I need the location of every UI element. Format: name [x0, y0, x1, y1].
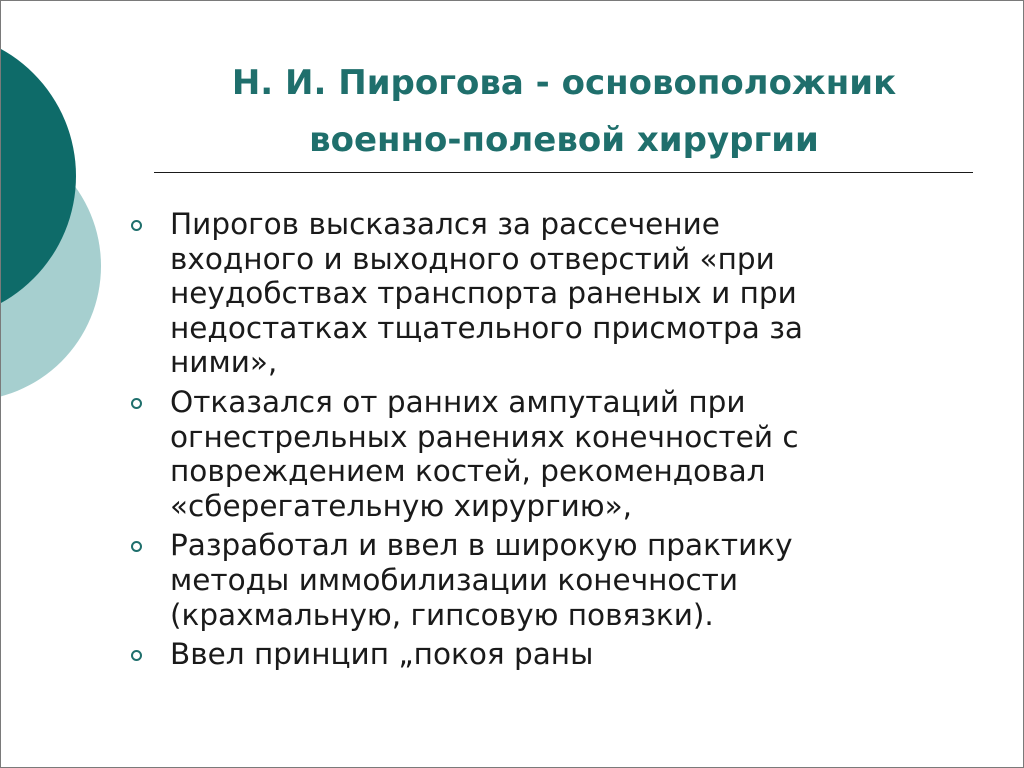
bullet-4-line-1: Ввел принцип „покоя раны [170, 637, 594, 672]
bullet-1-line-1: Пирогов высказался за рассечение [170, 207, 720, 241]
bullet-1-line-4: недостатках тщательного присмотра за [170, 310, 803, 345]
bullet-3-line-3: (крахмальную, гипсовую повязки). [170, 597, 714, 632]
bullet-2-line-1: Отказался от ранних ампутаций при [170, 384, 746, 419]
bullet-3-line-1: Разработал и ввел в широкую практику [170, 528, 793, 563]
bullet-1-line-2: входного и выходного отверстий «при [170, 241, 775, 276]
circle-bullet-icon [131, 220, 142, 231]
circle-bullet-icon [131, 398, 142, 409]
circle-bullet-icon [131, 650, 142, 661]
bullet-2-line-2: огнестрельных ранениях конечностей с [170, 419, 799, 454]
bullet-2-line-4: «сберегательную хирургию», [170, 488, 633, 523]
bullet-item-1 [125, 207, 955, 380]
bullet-3-line-2: методы иммобилизации конечности [170, 562, 739, 597]
bullet-item-3 [125, 528, 955, 632]
circle-bullet-icon [131, 541, 142, 552]
bullet-item-4 [125, 637, 955, 672]
bullet-2-line-3: повреждением костей, рекомендовал [170, 454, 766, 489]
title-line-2: военно-полевой хирургии [309, 120, 819, 160]
bullet-1-line-5: ними», [170, 345, 278, 380]
title-line-1: Н. И. Пирогова - основоположник [231, 63, 897, 103]
bullet-1-line-3: неудобствах транспорта раненых и при [170, 276, 797, 311]
title-divider [154, 172, 973, 173]
bullet-item-2 [125, 385, 955, 523]
bullet-list [125, 207, 955, 677]
slide-title [151, 55, 977, 169]
